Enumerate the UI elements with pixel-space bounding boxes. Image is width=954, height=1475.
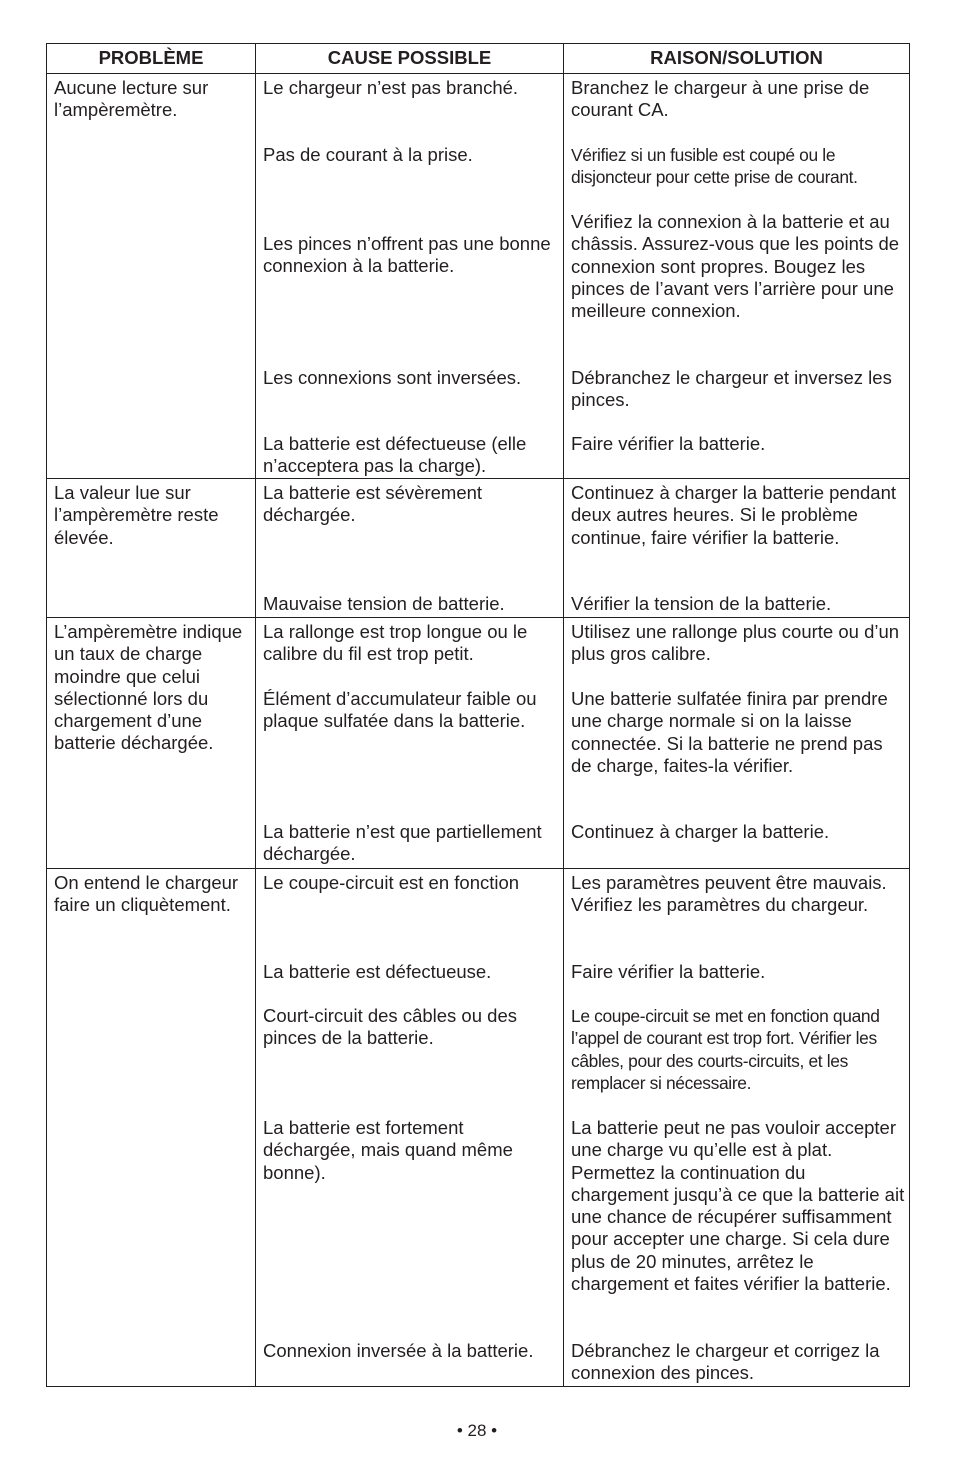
cause-text: La batterie n’est que partiellement déchargée.: [263, 821, 542, 865]
cause-text: Connexion inversée à la batterie.: [263, 1340, 534, 1361]
cause-cell: [256, 74, 564, 479]
cause-text: Pas de courant à la prise.: [263, 144, 473, 165]
problem-text: On entend le chargeur faire un cliquètement.: [54, 872, 239, 916]
table-row: [47, 479, 910, 618]
header-cause-possible: CAUSE POSSIBLE: [256, 44, 564, 74]
table-header-row: [47, 44, 910, 74]
cause-text: La batterie est défectueuse (elle n’acceptera pas la charge).: [263, 433, 527, 477]
cause-text: Les pinces n’offrent pas une bonne connexion à la batterie.: [263, 233, 551, 277]
problem-cell: [47, 479, 256, 618]
solution-text: Débranchez le chargeur et inversez les pinces.: [571, 367, 892, 411]
header-raison-solution: RAISON/SOLUTION: [564, 44, 910, 74]
cause-cell: [256, 869, 564, 1387]
table-row: [47, 74, 910, 479]
solution-text: Une batterie sulfatée finira par prendre une charge normale si on la laisse connectée. Si la batterie ne prend pas de charge, faites-la vérifier.: [571, 688, 888, 776]
solution-text: Vérifiez si un fusible est coupé ou le disjoncteur pour cette prise de courant.: [571, 145, 858, 188]
solution-text: Utilisez une rallonge plus courte ou d’un plus gros calibre.: [571, 621, 900, 665]
solution-text: Débranchez le chargeur et corrigez la connexion des pinces.: [571, 1340, 880, 1384]
cause-text: Le coupe-circuit est en fonction: [263, 872, 520, 893]
solution-cell: [564, 479, 910, 618]
solution-text: Faire vérifier la batterie.: [571, 433, 766, 454]
cause-text: La batterie est défectueuse.: [263, 961, 492, 982]
problem-cell: [47, 618, 256, 869]
solution-text: Branchez le chargeur à une prise de courant CA.: [571, 77, 870, 121]
cause-text: Les connexions sont inversées.: [263, 367, 522, 388]
solution-text: Les paramètres peuvent être mauvais. Vérifiez les paramètres du chargeur.: [571, 872, 887, 916]
cause-text: Mauvaise tension de batterie.: [263, 593, 505, 614]
cause-cell: [256, 618, 564, 869]
problem-cell: [47, 74, 256, 479]
troubleshooting-table: [46, 43, 910, 1387]
solution-cell: [564, 74, 910, 479]
solution-text: La batterie peut ne pas vouloir accepter une charge vu qu’elle est à plat. Permettez la continuation du chargement jusqu’à ce que la batterie ait une chance de récupérer suffisamment pour accepter une charge. Si cela dure plus de 20 minutes, arrêtez le chargement et faites vérifier la batterie.: [571, 1117, 905, 1295]
cause-text: Le chargeur n’est pas branché.: [263, 77, 519, 98]
cause-cell: [256, 479, 564, 618]
problem-text: L’ampèremètre indique un taux de charge moindre que celui sélectionné lors du chargement d’une batterie déchargée.: [54, 621, 243, 754]
solution-text: Vérifier la tension de la batterie.: [571, 593, 832, 614]
solution-text: Vérifiez la connexion à la batterie et au châssis. Assurez-vous que les points de connexion sont propres. Bougez les pinces de l’avant vers l’arrière pour une meilleure connexion.: [571, 211, 900, 322]
problem-cell: [47, 869, 256, 1387]
cause-text: La rallonge est trop longue ou le calibre du fil est trop petit.: [263, 621, 528, 665]
solution-cell: [564, 618, 910, 869]
table-row: [47, 618, 910, 869]
problem-text: La valeur lue sur l’ampèremètre reste élevée.: [54, 482, 219, 548]
table-row: [47, 869, 910, 1387]
header-probleme: PROBLÈME: [47, 44, 256, 74]
cause-text: Élément d’accumulateur faible ou plaque sulfatée dans la batterie.: [263, 688, 537, 732]
cause-text: Court-circuit des câbles ou des pinces de la batterie.: [263, 1005, 517, 1049]
solution-text: Faire vérifier la batterie.: [571, 961, 766, 982]
page-number: • 28 •: [456, 1421, 498, 1440]
solution-text: Continuez à charger la batterie.: [571, 821, 830, 842]
problem-text: Aucune lecture sur l’ampèremètre.: [54, 77, 209, 121]
cause-text: La batterie est sévèrement déchargée.: [263, 482, 483, 526]
solution-text: Le coupe-circuit se met en fonction quand l’appel de courant est trop fort. Vérifier les câbles, pour des courts-circuits, et les remplacer si nécessaire.: [571, 1006, 880, 1093]
solution-cell: [564, 869, 910, 1387]
solution-text: Continuez à charger la batterie pendant deux autres heures. Si le problème continue, faire vérifier la batterie.: [571, 482, 896, 548]
cause-text: La batterie est fortement déchargée, mais quand même bonne).: [263, 1117, 513, 1183]
